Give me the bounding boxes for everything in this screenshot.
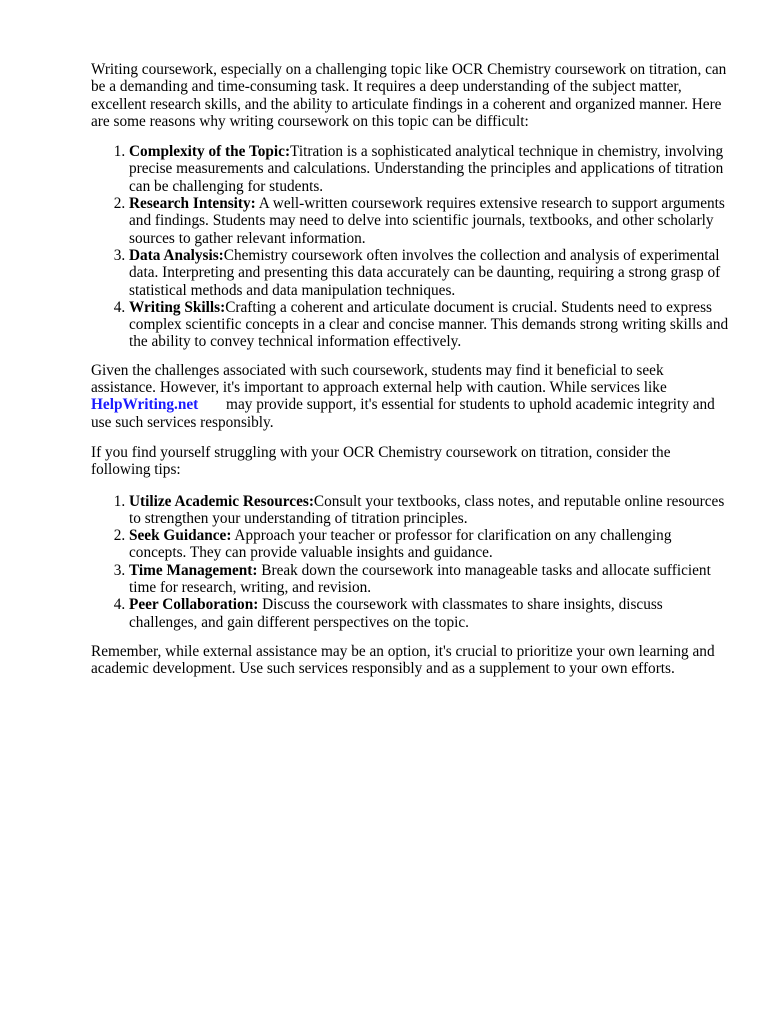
item-text: Titration is a sophisticated analytical technique in chemistry, involving precise measurements and calculations. Understanding the principles and applications of titration can be challenging for students. [129,143,724,195]
list-item [129,596,731,631]
item-title: Research Intensity: [129,195,256,213]
item-text: Consult your textbooks, class notes, and reputable online resources to strengthen your understanding of titration principles. [129,492,725,527]
item-title: Data Analysis: [129,246,224,264]
tips-list [91,493,731,631]
helpwriting-link[interactable]: HelpWriting.net [91,396,199,414]
item-title: Peer Collaboration: [129,596,259,614]
item-text: Break down the coursework into manageable tasks and allocate sufficient time for research, writing, and revision. [129,561,711,597]
item-title: Time Management: [129,561,258,579]
item-text: A well-written coursework requires extensive research to support arguments and findings. Students may need to delve into scientific journals, textbooks, and other scholarly sources to gather relevant information. [129,195,725,247]
document-page [91,61,731,678]
tips-intro-paragraph: If you find yourself struggling with your OCR Chemistry coursework on titration, consider the following tips: [91,443,671,479]
closing-paragraph: Remember, while external assistance may be an option, it's crucial to prioritize your own learning and academic development. Use such services responsibly and as a supplement to your own efforts. [91,642,715,678]
item-text: Crafting a coherent and articulate document is crucial. Students need to express complex scientific concepts in a clear and concise manner. This demands strong writing skills and the ability to convey technical information effectively. [129,298,729,351]
item-title: Seek Guidance: [129,527,232,545]
item-text: Discuss the coursework with classmates to share insights, discuss challenges, and gain different perspectives on the topic. [129,596,663,631]
item-text: Approach your teacher or professor for clarification on any challenging concepts. They can provide valuable insights and guidance. [129,527,672,562]
list-item [129,493,731,528]
assistance-text-after: may provide support, it's essential for students to uphold academic integrity and use such services responsibly. [91,396,715,431]
list-item [129,562,731,597]
item-title: Writing Skills: [129,298,226,316]
intro-paragraph: Writing coursework, especially on a challenging topic like OCR Chemistry coursework on titration, can be a demanding and time-consuming task. It requires a deep understanding of the subject matter, excellent research skills, and the ability to articulate findings in a coherent and organized manner. Here are some reasons why writing coursework on this topic can be difficult: [91,61,727,130]
list-item [129,143,731,195]
assistance-text-before: Given the challenges associated with such coursework, students may find it beneficial to seek assistance. However, it's important to approach external help with caution. While services like [91,361,667,397]
list-item [129,195,731,247]
list-item [129,527,731,562]
item-title: Utilize Academic Resources: [129,492,314,510]
list-item [129,299,731,351]
item-text: Chemistry coursework often involves the collection and analysis of experimental data. Interpreting and presenting this data accurately can be daunting, requiring a strong grasp of statistical methods and data manipulation techniques. [129,246,721,299]
reasons-list [91,143,731,351]
item-title: Complexity of the Topic: [129,143,291,161]
assistance-paragraph [91,362,731,431]
list-item [129,247,731,299]
